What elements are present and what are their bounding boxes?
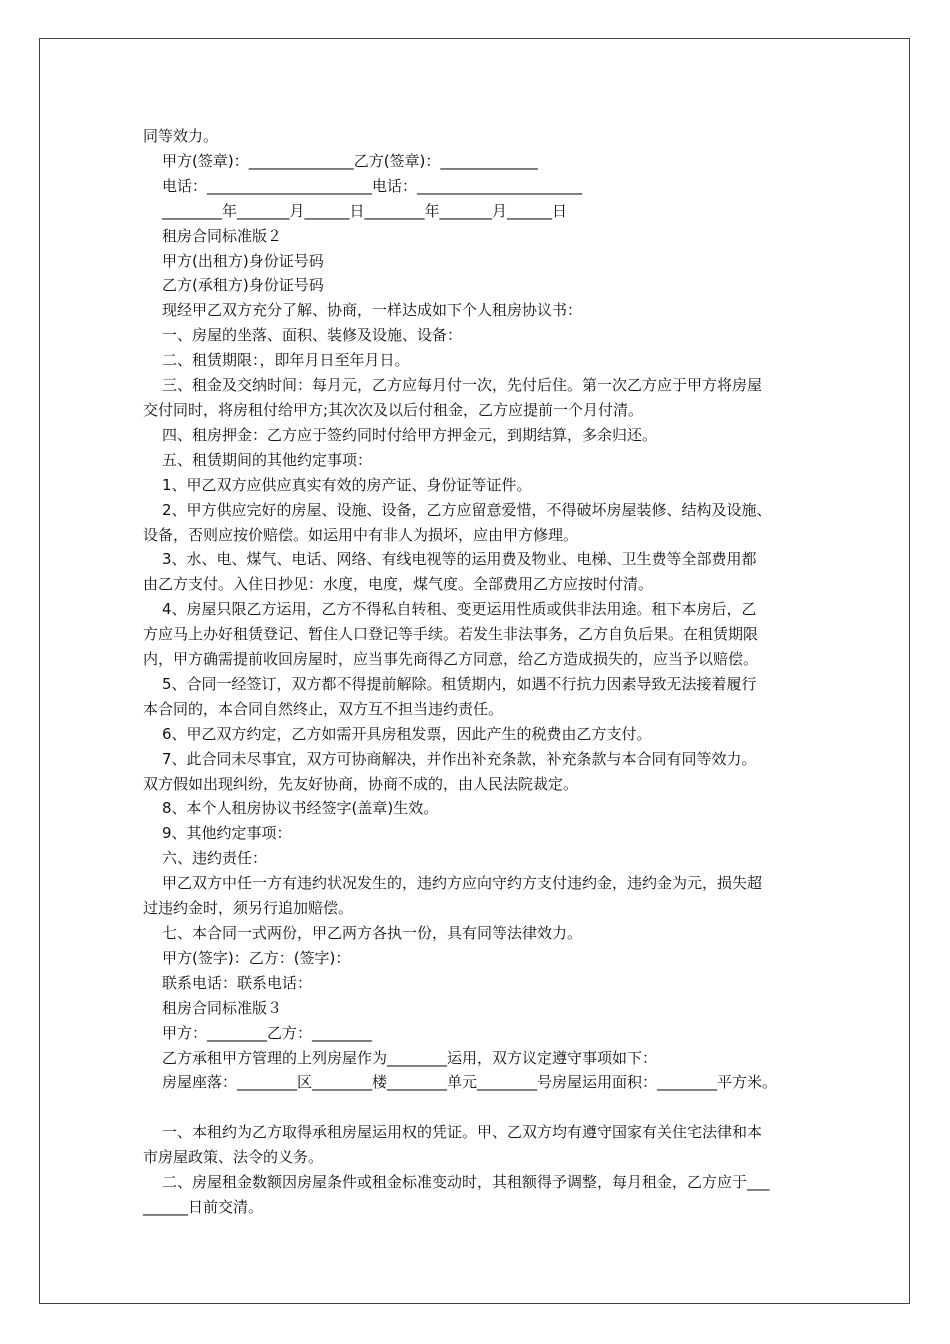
text-line: 四、租房押金：乙方应于签约同时付给甲方押金元，到期结算，多余归还。	[162, 425, 658, 444]
text-line: 双方假如出现纠纷，先友好协商，协商不成的，由人民法院裁定。	[143, 774, 579, 793]
text-line: 7、此合同未尽事宜，双方可协商解决，并作出补充条款，补充条款与本合同有同等效力。	[162, 749, 757, 768]
text-line: 甲方(签字)：乙方：(签字)：	[162, 948, 351, 967]
text-line: 甲乙双方中任一方有违约状况发生的，违约方应向守约方支付违约金，违约金为元，损失超	[162, 874, 763, 893]
text-line: 租房合同标准版２	[162, 226, 283, 245]
blank-line	[143, 1095, 823, 1120]
text-line: 二、租赁期限：，即年月日至年月日。	[162, 351, 410, 370]
text-line: 三、租金及交纳时间：每月元，乙方应每月付一次，先付后住。第一次乙方应于甲方将房屋	[162, 376, 763, 395]
text-line: 8、本个人租房协议书经签字(盖章)生效。	[162, 799, 439, 818]
text-line: 市房屋政策、法令的义务。	[143, 1148, 324, 1167]
text-line: 租房合同标准版３	[162, 998, 283, 1017]
text-line: 本合同的，本合同自然终止，双方互不担当违约责任。	[143, 699, 504, 718]
text-line: 甲方(签章)：______________乙方(签章)：_____________	[162, 151, 538, 170]
text-line: 过违约金时，须另行追加赔偿。	[143, 899, 354, 918]
text-line: 同等效力。	[143, 127, 219, 145]
text-line: 2、甲方供应完好的房屋、设施、设备，乙方应留意爱惜，不得破坏房屋装修、结构及设施、	[162, 500, 772, 519]
text-line: 现经甲乙双方充分了解、协商，一样达成如下个人租房协议书：	[162, 301, 583, 320]
text-line: 一、本租约为乙方取得承租房屋运用权的凭证。甲、乙双方均有遵守国家有关住宅法律和本	[162, 1123, 763, 1142]
text-line: 七、本合同一式两份，甲乙两方各执一份，具有同等法律效力。	[162, 924, 583, 942]
text-line: ______日前交清。	[143, 1197, 264, 1216]
text-line: 设备，否则应按价赔偿。如运用中有非人为损坏，应由甲方修理。	[143, 525, 579, 544]
text-line: ________年_______月______日________年_______月______日	[162, 201, 568, 220]
text-line: 六、违约责任：	[162, 849, 268, 868]
text-line: 3、水、电、煤气、电话、网络、有线电视等的运用费及物业、电梯、卫生费等全部费用都	[162, 550, 757, 569]
text-line: 方应马上办好租赁登记、暂住人口登记等手续。若发生非法事务，乙方自负后果。在租赁期限	[143, 625, 759, 644]
text-line: 乙方承租甲方管理的上列房屋作为________运用，双方议定遵守事项如下：	[162, 1048, 658, 1067]
text-line: 交付同时，将房租付给甲方;其次次及以后付租金，乙方应提前一个月付清。	[143, 400, 644, 419]
text-line: 一、房屋的坐落、面积、装修及设施、设备：	[162, 326, 463, 345]
text-line: 6、甲乙双方约定，乙方如需开具房租发票，因此产生的税费由乙方支付。	[162, 724, 652, 743]
text-line: 4、房屋只限乙方运用，乙方不得私自转租、变更运用性质或供非法用途。租下本房后，乙	[162, 600, 757, 619]
text-line: 甲方：________乙方：________	[162, 1023, 373, 1042]
text-line: 电话：______________________电话：______________________	[162, 176, 583, 195]
text-line: 联系电话：联系电话：	[162, 973, 313, 992]
text-line: 甲方(出租方)身份证号码	[162, 251, 324, 270]
text-line: 乙方(承租方)身份证号码	[162, 276, 324, 295]
text-line: 内，甲方确需提前收回房屋时，应当事先商得乙方同意，给乙方造成损失的，应当予以赔偿。	[143, 650, 759, 669]
text-line: 9、其他约定事项：	[162, 824, 292, 843]
text-line: 5、合同一经签订，双方都不得提前解除。租赁期内，如遇不行抗力因素导致无法接着履行	[162, 674, 757, 693]
text-line: 二、房屋租金数额因房屋条件或租金标准变动时，其租额得予调整，每月租金，乙方应于___	[162, 1173, 770, 1192]
document-body	[143, 124, 823, 1220]
text-line: 由乙方支付。入住日抄见：水度，电度，煤气度。全部费用乙方应按时付清。	[143, 575, 654, 594]
text-line: 1、甲乙双方应供应真实有效的房产证、身份证等证件。	[162, 475, 532, 494]
text-line: 五、租赁期间的其他约定事项：	[162, 450, 373, 469]
text-line: 房屋座落：________区________楼________单元________号房屋运用面积：________平方米。	[162, 1073, 778, 1092]
